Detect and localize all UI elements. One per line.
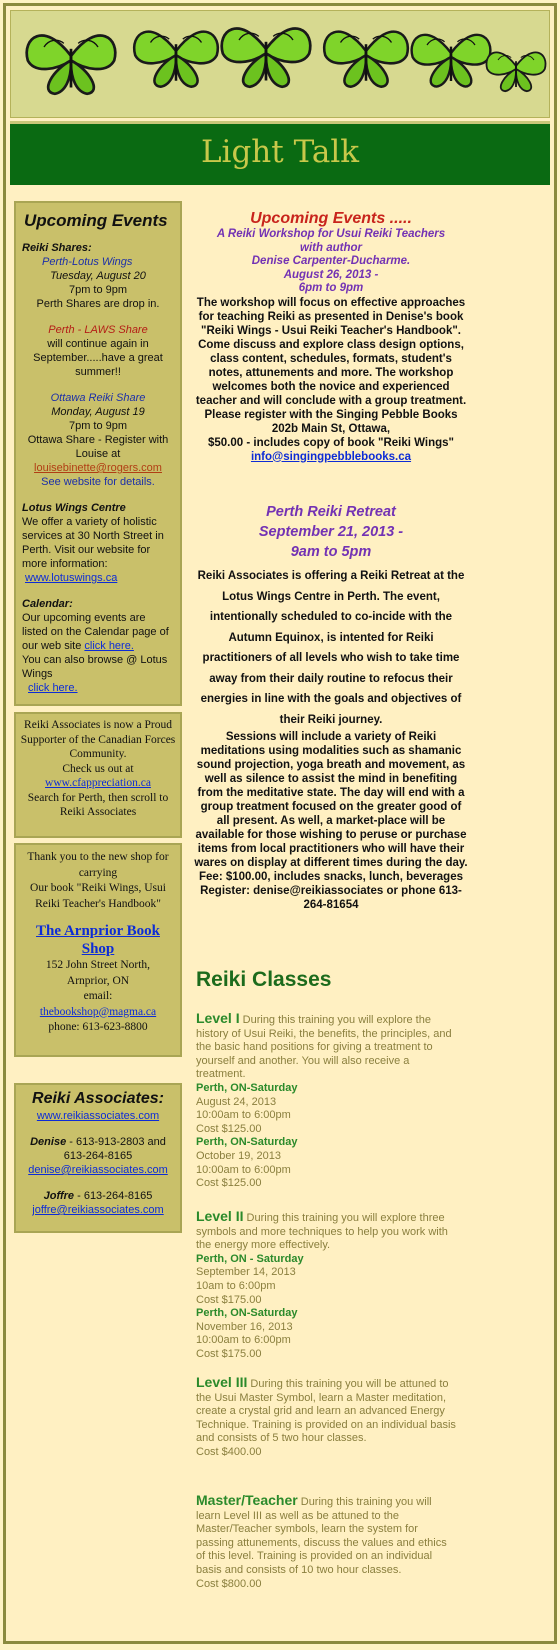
retreat-time: 9am to 5pm bbox=[290, 544, 372, 560]
level2-s1-date: September 14, 2013 bbox=[196, 1266, 296, 1279]
joffre-phone: - 613-264-8165 bbox=[74, 1190, 153, 1202]
workshop-author: Denise Carpenter-Ducharme. bbox=[251, 255, 411, 267]
level3-desc: During this training you will be attuned to the Usui Master Symbol, learn a Master meditation, create a crystal grid and learn an advanced Energy Technique. Training is provided on an individual basis and consists of 5 two hour classes. bbox=[196, 1378, 456, 1445]
level2-name: Level II bbox=[196, 1208, 244, 1224]
main-event-heading: Upcoming Events ..... bbox=[250, 210, 412, 227]
master-name: Master/Teacher bbox=[196, 1492, 298, 1508]
ottawa-email-link[interactable]: louisebinette@rogers.com bbox=[34, 462, 162, 474]
workshop-subtitle2: with author bbox=[300, 241, 362, 254]
shop-thanks: Thank you to the new shop for carrying bbox=[27, 851, 169, 879]
workshop-date: August 26, 2013 - bbox=[283, 268, 379, 281]
joffre-email-link[interactable]: joffre@reikiassociates.com bbox=[32, 1204, 164, 1216]
sidebar-upcoming-events bbox=[14, 201, 182, 706]
ottawa-title: Ottawa Reiki Share bbox=[50, 392, 146, 404]
laws-title: Perth - LAWS Share bbox=[48, 324, 148, 336]
butterfly-icon bbox=[412, 35, 491, 87]
lotus-text: We offer a variety of holistic services at 30 North Street in Perth. Visit our website for more information: bbox=[22, 516, 164, 570]
site-title-bar bbox=[10, 121, 550, 185]
level2-s2-time: 10:00am to 6:00pm bbox=[196, 1334, 291, 1347]
level1-s2-loc: Perth, ON-Saturday bbox=[196, 1136, 298, 1149]
level1-name: Level I bbox=[196, 1010, 240, 1026]
lotus-calendar-link[interactable]: click here. bbox=[28, 682, 78, 694]
main-retreat bbox=[194, 502, 468, 912]
workshop-price: $50.00 - includes copy of book "Reiki Wings" bbox=[208, 436, 454, 449]
level1-s1-date: August 24, 2013 bbox=[196, 1095, 277, 1108]
butterfly-icon bbox=[486, 52, 545, 91]
denise-phones: - 613-913-2803 and 613-264-8165 bbox=[63, 1136, 166, 1162]
level2-s1-time: 10am to 6:00pm bbox=[196, 1279, 276, 1292]
ottawa-time: 7pm to 9pm bbox=[68, 420, 128, 432]
class-level3 bbox=[196, 1376, 458, 1460]
shop-phone: phone: 613-623-8800 bbox=[48, 1021, 148, 1033]
level2-s2-cost: Cost $175.00 bbox=[196, 1347, 262, 1360]
contact-url-link[interactable]: www.reikiassociates.com bbox=[36, 1110, 160, 1122]
ottawa-date: Monday, August 19 bbox=[51, 406, 145, 418]
level1-desc: During this training you will explore the history of Usui Reiki, the benefits, the principles, and the basic hand positions for giving a treatment to yourself and another. You will also receive a treatment. bbox=[196, 1014, 452, 1081]
level1-s1-time: 10:00am to 6:00pm bbox=[196, 1109, 291, 1122]
retreat-fee: Fee: $100.00, includes snacks, lunch, beverages bbox=[199, 871, 463, 883]
workshop-body: The workshop will focus on effective approaches for teaching Reiki as presented in Denise's book "Reiki Wings - Usui Reiki Teacher's Handbook". Come discuss and explore class design options, class content, schedules, formats, student's notes, attunements and more. The workshop welcomes both the novice and experienced teacher and will conclude with a group treatment. bbox=[195, 296, 467, 407]
level3-cost: Cost $400.00 bbox=[196, 1445, 262, 1458]
cf-check-text: Check us out at bbox=[62, 762, 134, 775]
denise-name: Denise bbox=[30, 1136, 67, 1148]
butterfly-banner bbox=[10, 10, 550, 118]
page bbox=[3, 3, 557, 1644]
laws-note: will continue again in September.....have a great summer!! bbox=[33, 338, 163, 378]
workshop-time: 6pm to 9pm bbox=[298, 282, 364, 294]
classes-heading: Reiki Classes bbox=[196, 968, 332, 991]
workshop-subtitle1: A Reiki Workshop for Usui Reiki Teachers bbox=[216, 228, 446, 240]
calendar-text: Our upcoming events are listed on the Calendar page of our web site bbox=[22, 612, 169, 652]
ottawa-note: Ottawa Share - Register with Louise at bbox=[27, 434, 169, 460]
shop-address1: 152 John Street North, bbox=[45, 959, 151, 971]
level1-s1-cost: Cost $125.00 bbox=[196, 1122, 262, 1135]
retreat-date: September 21, 2013 - bbox=[258, 524, 404, 540]
sidebar-book-shop bbox=[14, 843, 182, 1057]
calendar-heading: Calendar: bbox=[22, 598, 73, 610]
shop-email-link[interactable]: thebookshop@magma.ca bbox=[39, 1005, 157, 1018]
butterfly-icon bbox=[222, 29, 311, 87]
calendar-text2: You can also browse @ Lotus Wings bbox=[22, 654, 168, 680]
site-title: Light Talk bbox=[200, 134, 360, 170]
level2-s2-loc: Perth, ON-Saturday bbox=[196, 1307, 298, 1320]
butterfly-icon bbox=[27, 36, 116, 94]
level2-s1-cost: Cost $175.00 bbox=[196, 1293, 262, 1306]
ottawa-details-link[interactable]: See website for details. bbox=[41, 476, 155, 488]
perth-lotus-date: Tuesday, August 20 bbox=[50, 270, 146, 282]
workshop-register2: 202b Main St, Ottawa, bbox=[271, 422, 391, 435]
shop-book: Our book "Reiki Wings, Usui Reiki Teacher's Handbook" bbox=[30, 882, 166, 910]
lotus-url-link[interactable]: www.lotuswings.ca bbox=[25, 572, 118, 584]
calendar-link[interactable]: click here. bbox=[84, 640, 134, 652]
perth-lotus-time: 7pm to 9pm bbox=[68, 284, 128, 296]
denise-email-link[interactable]: denise@reikiassociates.com bbox=[28, 1164, 168, 1176]
retreat-para1: Reiki Associates is offering a Reiki Retreat at the Lotus Wings Centre in Perth. The event, intentionally scheduled to co-incide with the Autumn Equinox, is intented for Reiki practitioners of all levels who wish to take time away from their daily routine to refocus their energies in line with the goals and objectives of their Reiki journey. bbox=[197, 570, 465, 726]
contact-heading: Reiki Associates: bbox=[32, 1090, 164, 1107]
master-desc: During this training you will learn Level III as well as be attuned to the Master/Teacher symbols, learn the system for passing attunements, discuss the values and ethics of this level. Training is provided on an individual basis and consists of 10 two hour classes. bbox=[196, 1496, 447, 1576]
sidebar-heading: Upcoming Events bbox=[24, 211, 168, 230]
butterfly-icon bbox=[324, 32, 408, 87]
level1-s2-cost: Cost $125.00 bbox=[196, 1177, 262, 1190]
retreat-title: Perth Reiki Retreat bbox=[266, 504, 396, 520]
perth-lotus-note: Perth Shares are drop in. bbox=[36, 298, 160, 310]
perth-lotus-title: Perth-Lotus Wings bbox=[42, 256, 133, 268]
level1-s2-time: 10:00am to 6:00pm bbox=[196, 1163, 291, 1176]
level2-s2-date: November 16, 2013 bbox=[196, 1320, 293, 1333]
butterfly-banner-image bbox=[11, 11, 550, 118]
level3-name: Level III bbox=[196, 1374, 248, 1390]
class-level2 bbox=[196, 1210, 458, 1362]
class-master bbox=[196, 1494, 458, 1591]
sidebar-contact bbox=[14, 1083, 182, 1233]
cf-search-text: Search for Perth, then scroll to Reiki Associates bbox=[27, 791, 169, 818]
retreat-register: Register: denise@reikiassociates or phone 613-264-81654 bbox=[200, 885, 462, 911]
sidebar-cf-supporter bbox=[14, 712, 182, 838]
workshop-register1: Please register with the Singing Pebble Books bbox=[204, 408, 458, 421]
cf-url-link[interactable]: www.cfappreciation.ca bbox=[45, 777, 151, 789]
shop-name-link[interactable]: The Arnprior Book Shop bbox=[36, 923, 160, 957]
level2-desc: During this training you will explore three symbols and more techniques to help you work with the energy more effectively. bbox=[196, 1212, 448, 1252]
reiki-shares-label: Reiki Shares: bbox=[22, 242, 92, 254]
shop-address2: Arnprior, ON bbox=[66, 974, 130, 987]
shop-email-label: email: bbox=[83, 990, 113, 1002]
workshop-email-link[interactable]: info@singingpebblebooks.ca bbox=[250, 450, 412, 463]
level2-s1-loc: Perth, ON - Saturday bbox=[196, 1252, 304, 1265]
lotus-heading: Lotus Wings Centre bbox=[22, 502, 126, 514]
level1-s1-loc: Perth, ON-Saturday bbox=[196, 1081, 298, 1094]
master-cost: Cost $800.00 bbox=[196, 1577, 262, 1590]
cf-text: Reiki Associates is now a Proud Supporter of the Canadian Forces Community. bbox=[20, 719, 176, 760]
level1-s2-date: October 19, 2013 bbox=[196, 1149, 282, 1162]
class-level1 bbox=[196, 1012, 458, 1191]
joffre-name: Joffre bbox=[43, 1190, 75, 1202]
butterfly-icon bbox=[134, 32, 218, 87]
main-workshop bbox=[194, 210, 468, 464]
retreat-para2: Sessions will include a variety of Reiki meditations using modalities such as shamanic sound projection, yoga breath and movement, as well as silence to assist the mind in benefiting from the meditative state. The day will end with a group treatment focused on the greater good of all present. As well, a market-place will be available for those wishing to peruse or purchase items from local practitioners who will have their wares on display at different times during the day. bbox=[194, 731, 468, 869]
